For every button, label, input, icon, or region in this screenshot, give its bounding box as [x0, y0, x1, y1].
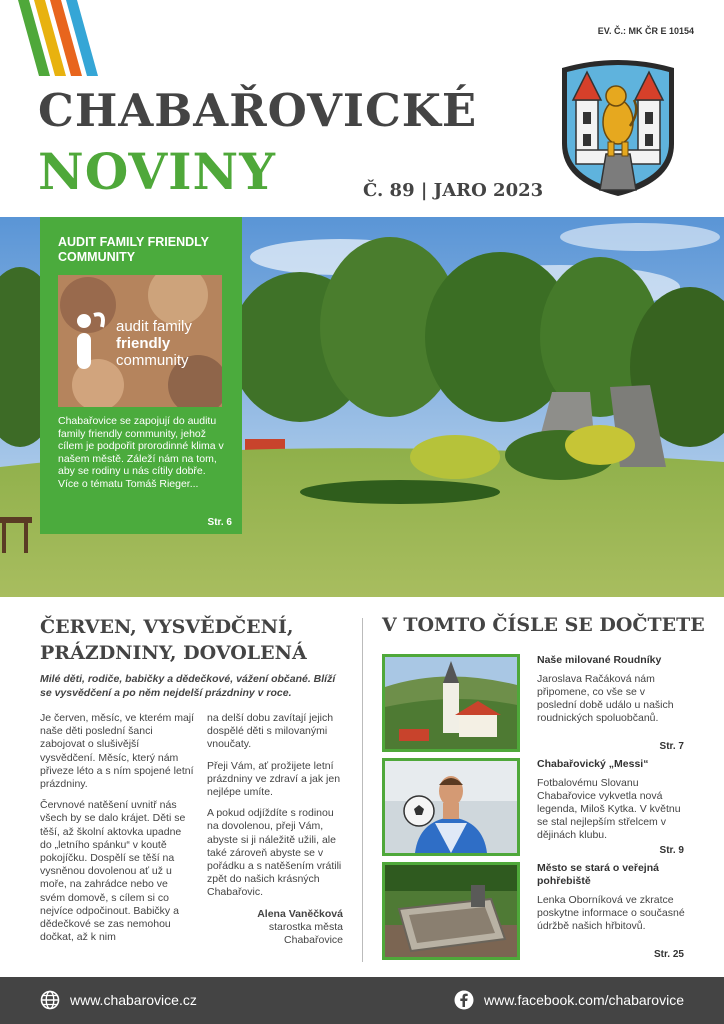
masthead-title-line1: CHABAŘOVICKÉ	[38, 84, 478, 137]
audit-box-title: AUDIT FAMILY FRIENDLY COMMUNITY	[58, 235, 209, 264]
contents-item-text: Jaroslava Račáková nám připomene, co vše se v poslední době událo u našich roudnických spoluobčanů.	[537, 673, 674, 724]
article-paragraph: na delší dobu zavítají jejich dospělé děti s milovanými vnoučaty.	[207, 712, 334, 751]
footer-bar	[0, 977, 724, 1024]
logo-text-line2: friendly	[116, 335, 171, 352]
contents-title: V TOMTO ČÍSLE SE DOČTETE	[382, 614, 705, 636]
issue-number: Č. 89 | JARO 2023	[363, 180, 544, 201]
author-role-line2: Chabařovice	[284, 934, 343, 947]
facebook-url: www.facebook.com/chabarovice	[484, 992, 684, 1008]
article-column-left	[40, 712, 195, 952]
contents-item-cemetery[interactable]	[382, 862, 688, 962]
article-paragraph: Je červen, měsíc, ve kterém mají naše děti poslední šanci zabojovat o slušivější vysvědčení. Měsíc, který nám přiveze léto a s ním spojené letní prázdniny.	[40, 712, 195, 791]
contents-item-page[interactable]: Str. 7	[659, 741, 684, 752]
article-column-right	[207, 712, 343, 947]
article-signature	[207, 908, 343, 948]
article-paragraph: Přeji Vám, ať prožijete letní prázdniny ve zdraví a jak jen nejlépe umíte.	[207, 759, 341, 799]
logo-text-line3: community	[116, 352, 189, 369]
brand-stripes-logo	[18, 0, 138, 76]
contents-item-heading: Naše milované Roudníky	[537, 654, 662, 666]
author-role-line1: starostka města	[268, 920, 343, 933]
contents-item-text: Lenka Oborníková ve zkratce poskytne informace o současné údržbě našich hřbitovů.	[537, 894, 685, 932]
town-crest-lion-icon	[556, 54, 680, 198]
football-player-photo	[382, 758, 520, 856]
audit-feature-box[interactable]	[40, 217, 242, 534]
logo-text-line1: audit family	[116, 318, 192, 335]
registration-number: EV. Č.: MK ČR E 10154	[597, 26, 694, 36]
audit-box-page-ref[interactable]: Str. 6	[207, 517, 232, 528]
article-title: ČERVEN, VYSVĚDČENÍ, PRÁZDNINY, DOVOLENÁ	[40, 616, 307, 664]
column-divider	[362, 618, 363, 962]
contents-item-heading: Město se stará o veřejná pohřebiště	[537, 862, 659, 887]
audit-box-text: Chabařovice se zapojují do auditu family friendly community, jehož cílem je podpořit prorodinné klima v našem městě. Záleží nám na tom, aby se rodiny u nás cítily dobře. Více o tématu Tomáš Rieger...	[58, 415, 224, 490]
facebook-icon	[454, 990, 474, 1010]
church-village-photo	[382, 654, 520, 752]
contents-item-page[interactable]: Str. 9	[659, 845, 684, 856]
masthead-title-line2: NOVINY	[38, 142, 276, 201]
article-paragraph: Červnové natěšení uvnitř nás všech by se dalo krájet. Děti se těší, až školní aktovka upadne do „letního spánku“ v koutě pokojíčku. Dospělí se těší na vysněnou dovolenou ať už u moře, na zahrádce nebo ve svém domově, s cílem si co nejvíce odpočinout. Babičky a dědečkové se zas nemohou dočkat, až k nim	[40, 799, 186, 944]
contents-item-text: Fotbalovému Slovanu Chabařovice vykvetla nová legenda, Miloš Kytka. V květnu se stal nejlepším střelcem v dějinách klubu.	[537, 777, 681, 841]
cemetery-grave-photo	[382, 862, 520, 960]
author-name: Alena Vaněčková	[257, 907, 343, 920]
contents-item-messi[interactable]	[382, 758, 688, 858]
contents-item-roudniky[interactable]	[382, 654, 688, 754]
article-lead: Milé děti, rodiče, babičky a dědečkové, vážení občané. Blíží se vysvědčení a po něm nejdelší prázdniny v roce.	[40, 673, 336, 699]
website-link[interactable]	[40, 990, 197, 1010]
article-paragraph: A pokud odjíždíte s rodinou na dovolenou, přeji Vám, abyste si ji náležitě užili, ale také zároveň abyste se v pořádku a s natěšením vrátili zpět do našich krásných Chabařovic.	[207, 807, 342, 899]
website-url: www.chabarovice.cz	[70, 992, 197, 1008]
contents-item-page[interactable]: Str. 25	[653, 949, 684, 960]
facebook-link[interactable]	[454, 990, 684, 1010]
globe-icon	[40, 990, 60, 1010]
contents-item-heading: Chabařovický „Messi“	[537, 758, 649, 770]
audit-family-friendly-logo	[58, 275, 222, 407]
